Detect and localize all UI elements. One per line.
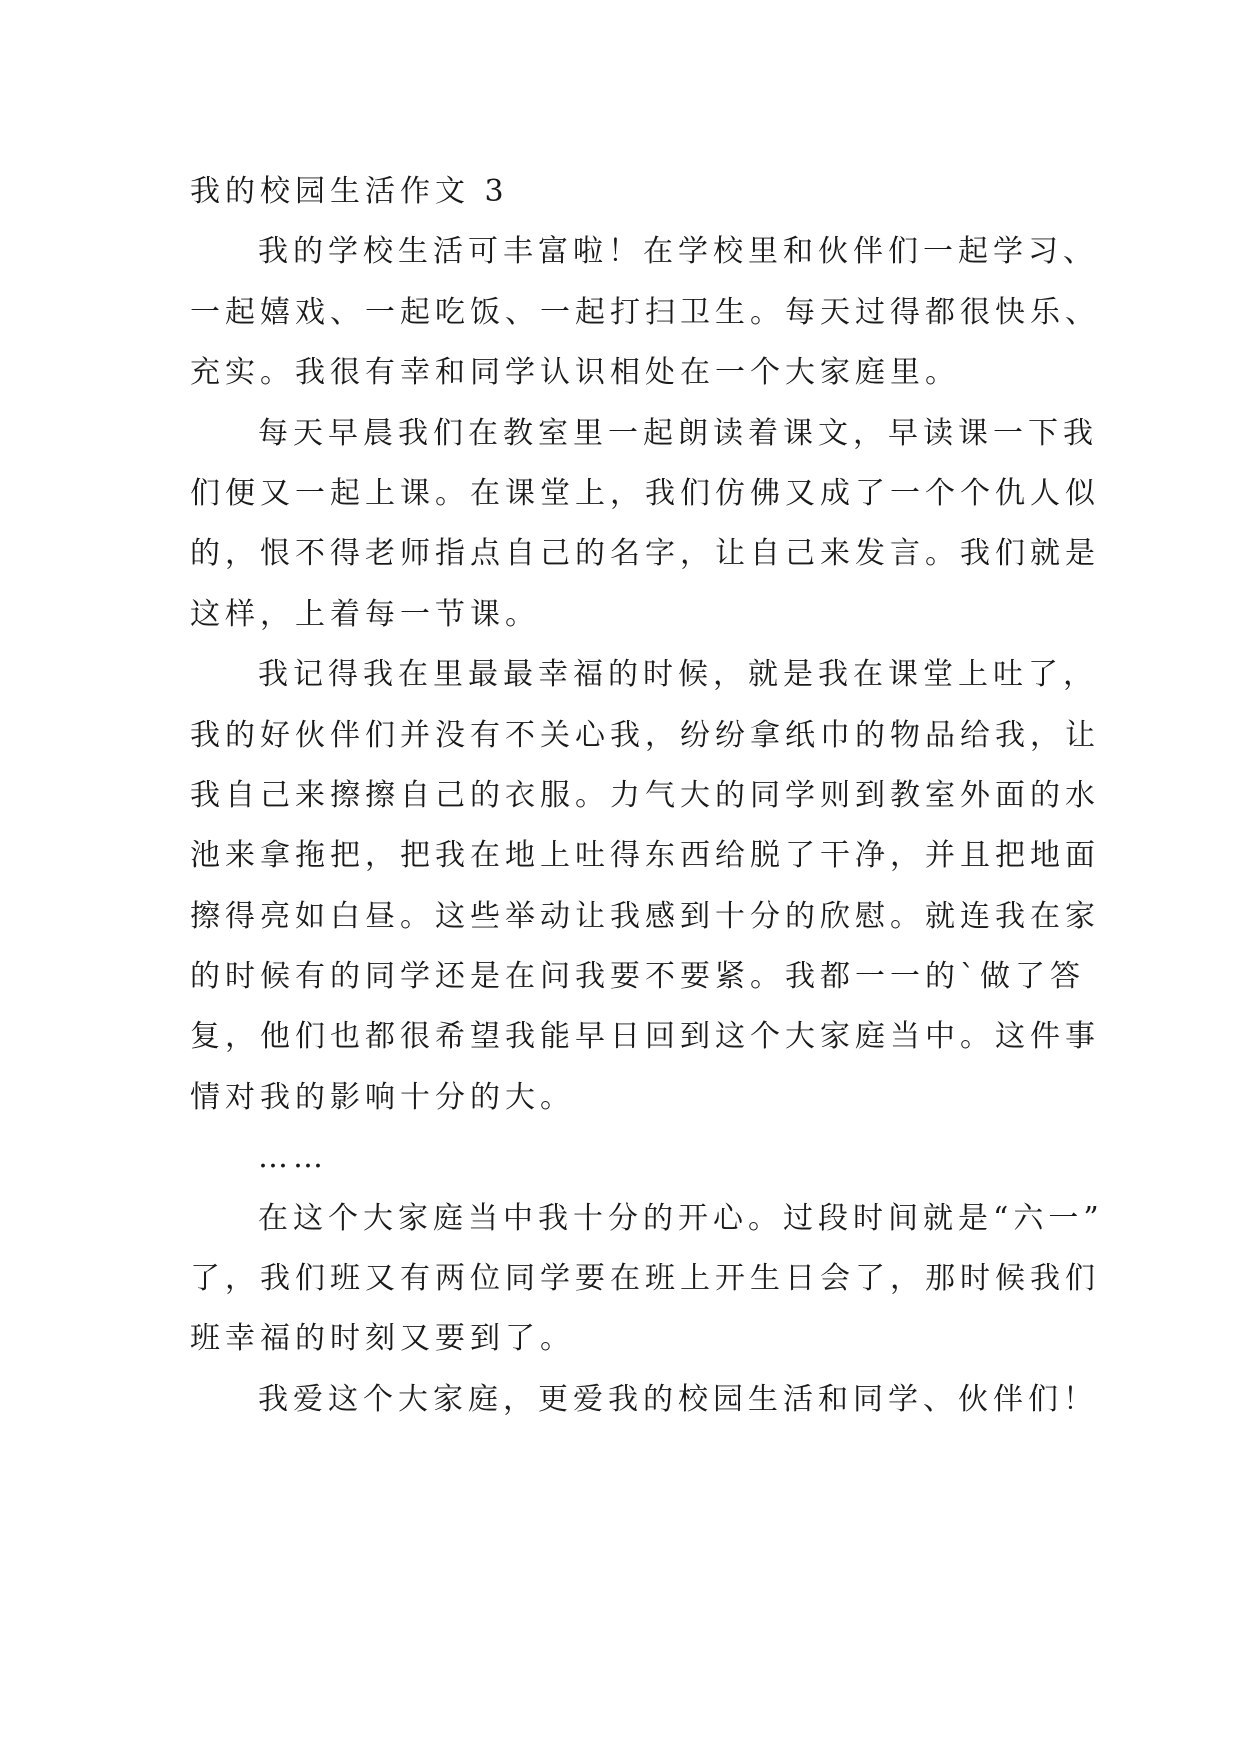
paragraph-line: 了，我们班又有两位同学要在班上开生日会了，那时候我们 <box>190 1261 1100 1297</box>
paragraph-line: 池来拿拖把，把我在地上吐得东西给脱了干净，并且把地面 <box>190 838 1100 874</box>
paragraph-line: 情对我的影响十分的大。 <box>190 1079 575 1115</box>
paragraph-line: 一起嬉戏、一起吃饭、一起打扫卫生。每天过得都很快乐、 <box>190 294 1100 330</box>
paragraph-line: 班幸福的时刻又要到了。 <box>190 1321 575 1357</box>
paragraph-line: 我爱这个大家庭，更爱我的校园生活和同学、伙伴们！ <box>258 1381 1098 1417</box>
paragraph-line: 的，恨不得老师指点自己的名字，让自己来发言。我们就是 <box>190 536 1100 572</box>
paragraph-line: 们便又一起上课。在课堂上，我们仿佛又成了一个个仇人似 <box>190 475 1100 511</box>
document-body <box>190 162 1104 1430</box>
paragraph-line: 我的学校生活可丰富啦！在学校里和伙伴们一起学习、 <box>258 234 1098 270</box>
paragraph-line: 我自己来擦擦自己的衣服。力气大的同学则到教室外面的水 <box>190 777 1100 813</box>
paragraph-4 <box>190 1189 1104 1370</box>
paragraph-line: 我的好伙伴们并没有不关心我，纷纷拿纸巾的物品给我，让 <box>190 717 1100 753</box>
paragraph-line: 的时候有的同学还是在问我要不要紧。我都一一的`做了答 <box>190 959 1085 995</box>
paragraph-line: 我记得我在里最最幸福的时候，就是我在课堂上吐了， <box>258 657 1098 693</box>
paragraph-ellipsis <box>190 1128 1080 1188</box>
paragraph-3 <box>190 645 1100 1128</box>
paragraph-line: 每天早晨我们在教室里一起朗读着课文，早读课一下我 <box>258 415 1098 451</box>
paragraph-line: 这样，上着每一节课。 <box>190 596 540 632</box>
paragraph-1 <box>190 222 1100 403</box>
paragraph-line: 充实。我很有幸和同学认识相处在一个大家庭里。 <box>190 355 960 391</box>
paragraph-5 <box>190 1370 1098 1430</box>
paragraph-2 <box>190 404 1100 646</box>
paragraph-line: 复，他们也都很希望我能早日回到这个大家庭当中。这件事 <box>190 1019 1100 1055</box>
document-title: 我的校园生活作文 3 <box>190 174 509 209</box>
paragraph-line: 在这个大家庭当中我十分的开心。过段时间就是“六一” <box>258 1200 1104 1236</box>
paragraph-line: 擦得亮如白昼。这些举动让我感到十分的欣慰。就连我在家 <box>190 898 1100 934</box>
ellipsis-line: …… <box>258 1140 328 1176</box>
